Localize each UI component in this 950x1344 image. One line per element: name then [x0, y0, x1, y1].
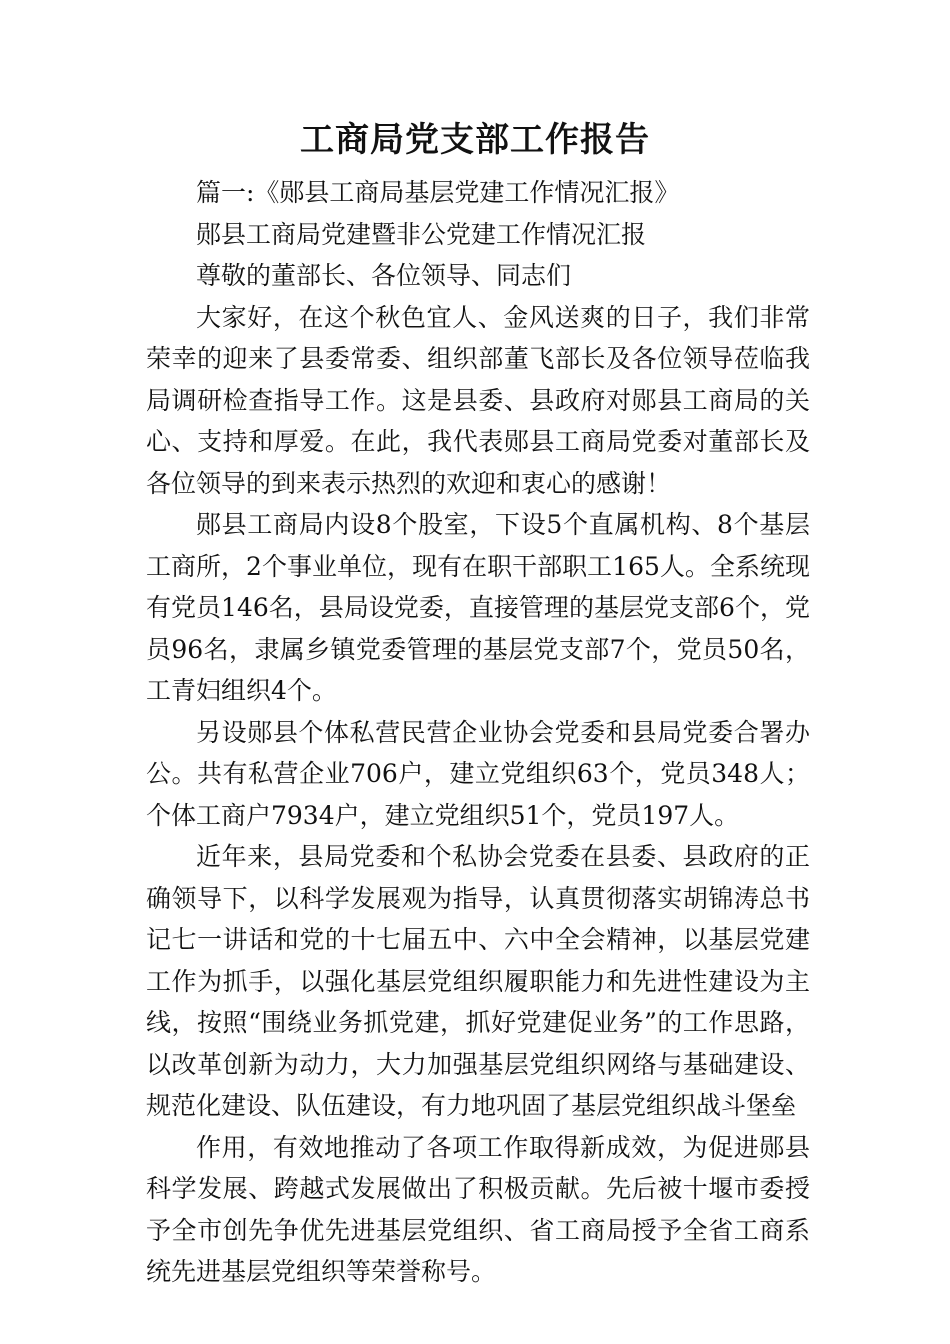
paragraph-association: 另设郧县个体私营民营企业协会党委和县局党委合署办公。共有私营企业706户，建立党组织63个，党员348人；个体工商户7934户，建立党组织51个，党员197人。 [146, 717, 810, 830]
document-title: 工商局党支部工作报告 [300, 120, 650, 160]
paragraph-welcome: 大家好，在这个秋色宜人、金风送爽的日子，我们非常荣幸的迎来了县委常委、组织部董飞部长及各位领导莅临我局调研检查指导工作。这是县委、县政府对郧县工商局的关心、支持和厚爱。在此，我代表郧县工商局党委对董部长及各位领导的到来表示热烈的欢迎和衷心的感谢！ [146, 302, 810, 498]
document-body [146, 172, 810, 1293]
paragraph-section-heading: 篇一:《郧县工商局基层党建工作情况汇报》 [196, 178, 680, 207]
paragraph-recent-years: 近年来，县局党委和个私协会党委在县委、县政府的正确领导下，以科学发展观为指导，认真贯彻落实胡锦涛总书记七一讲话和党的十七届五中、六中全会精神，以基层党建工作为抓手，以强化基层党组织履职能力和先进性建设为主线，按照“围绕业务抓党建，抓好党建促业务”的工作思路，以改革创新为动力，大力加强基层党组织网络与基础建设、规范化建设、队伍建设，有力地巩固了基层党组织战斗堡垒 [146, 842, 810, 1120]
paragraph-achievements: 作用，有效地推动了各项工作取得新成效，为促进郧县科学发展、跨越式发展做出了积极贡献。先后被十堰市委授予全市创先争优先进基层党组织、省工商局授予全省工商系统先进基层党组织等荣誉称号。 [146, 1132, 810, 1286]
paragraph-report-title: 郧县工商局党建暨非公党建工作情况汇报 [196, 219, 647, 249]
paragraph-salutation: 尊敬的董部长、各位领导、同志们 [196, 261, 572, 290]
paragraph-organization: 郧县工商局内设8个股室，下设5个直属机构、8个基层工商所，2个事业单位，现有在职干部职工165人。全系统现有党员146名，县局设党委，直接管理的基层党支部6个，党员96名，隶属乡镇党委管理的基层党支部7个，党员50名，工青妇组织4个。 [146, 510, 810, 705]
